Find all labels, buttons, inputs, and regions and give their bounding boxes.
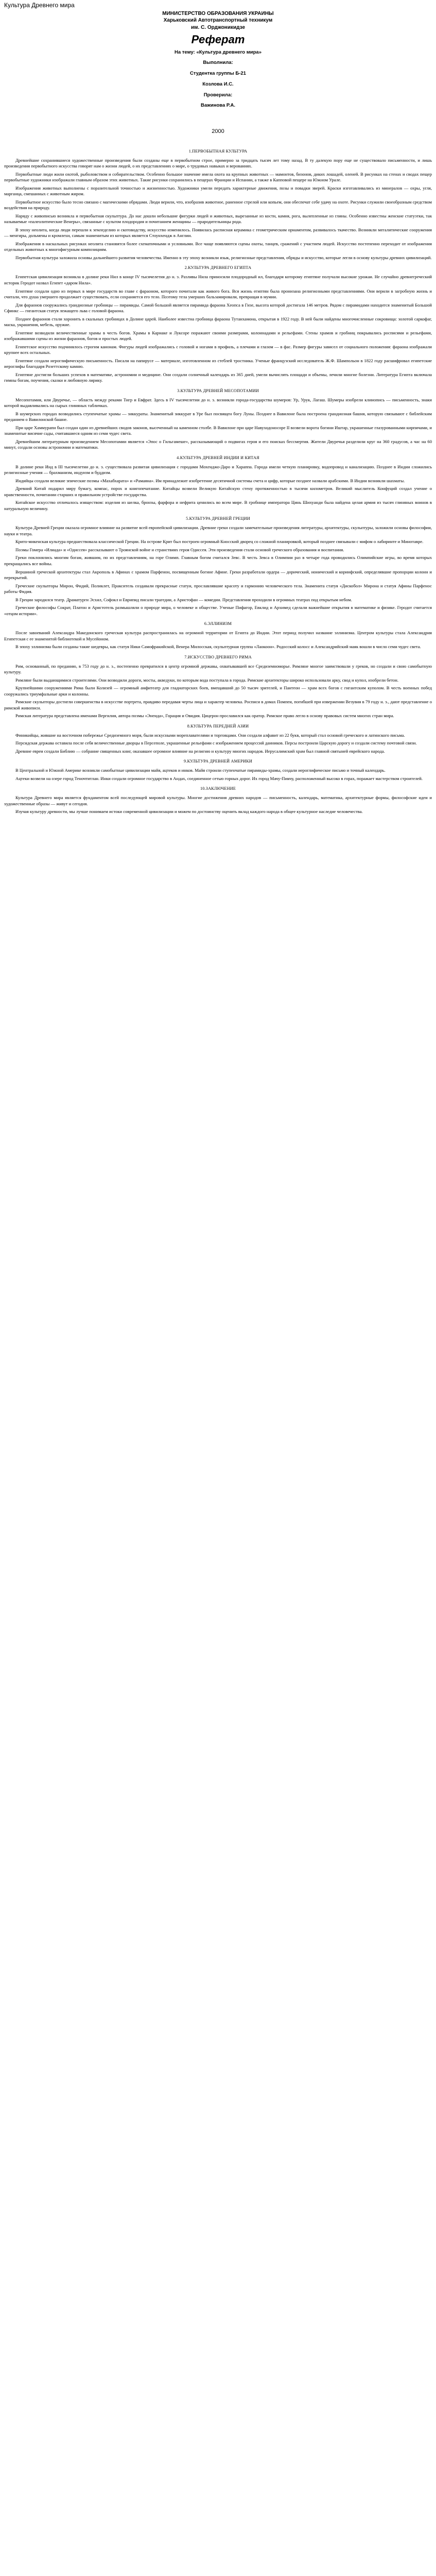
teacher-name: Важинова Р.А. — [201, 103, 235, 109]
paragraph: Египтяне достигли больших успехов в математике, астрономии и медицине. Они создали солнечный календарь из 365 дней, умели вычислять площади и объемы, лечили многие болезни. Литература Египта включала гимны богам, поучения, сказки и любовную лирику. — [4, 371, 432, 383]
performed-label: Выполнила: — [203, 60, 233, 66]
doc-type-title: Реферат — [191, 33, 245, 46]
section — [4, 759, 432, 782]
paragraph: Египетская цивилизация возникла в долине реки Нил в конце IV тысячелетия до н. э. Разливы Нила приносили плодородный ил, благодаря которому египтяне получали высокие урожаи. Не случайно древнегреческий историк Геродот назвал Египет «даром Нила». — [4, 274, 432, 285]
paragraph: Египтяне возводили величественные храмы в честь богов. Храмы в Карнаке и Луксоре поражают своими размерами, колоннадами и рельефами. Стены храмов и гробниц покрывались росписями и рельефами, изображавшими сцены из жизни фараонов, богов и простых людей. — [4, 330, 432, 342]
paragraph: Финикийцы, жившие на восточном побережье Средиземного моря, были искусными мореплавателями и торговцами. Они создали алфавит из 22 букв, который стал основой греческого и латинского письма. — [15, 732, 405, 738]
paragraph: В шумерских городах возводились ступенчатые храмы — зиккураты. Знаменитый зиккурат в Уре был посвящен богу Луны. Позднее в Вавилоне была построена грандиозная башня, которую связывают с библейским преданием о Вавилонской башне. — [4, 411, 432, 422]
section — [4, 149, 432, 261]
paragraph: Месопотамия, или Двуречье, — область между реками Тигр и Евфрат. Здесь в IV тысячелетии до н. э. возникли города-государства шумеров: Ур, Урук, Лагаш. Шумеры изобрели клинопись — письменность, знаки которой выдавливались на сырых глиняных табличках. — [4, 397, 432, 409]
section — [4, 724, 432, 755]
paragraph: Поэмы Гомера «Илиада» и «Одиссея» рассказывают о Троянской войне и странствиях героя Одиссея. Эти произведения стали основой греческого образования и воспитания. — [15, 547, 344, 552]
paragraph: В Греции зародился театр. Драматурги Эсхил, Софокл и Еврипид писали трагедии, а Аристофан — комедии. Представления проходили в огромных театрах под открытым небом. — [15, 597, 352, 602]
document-page — [0, 1, 436, 2576]
section-heading: 2.КУЛЬТУРА ДРЕВНЕГО ЕГИПТА — [184, 265, 252, 270]
section — [4, 388, 432, 451]
paragraph: Изображения животных выполнены с поразительной точностью и жизненностью. Художники умели передать характерные движения, позы и повадки зверей. Краски изготавливались из минералов — охры, угля, марганца, смешанных с животным жиром. — [4, 185, 432, 197]
page-title: Культура Древнего мира — [4, 2, 75, 9]
paragraph: Первобытные люди жили охотой, рыболовством и собирательством. Особенно большое значение имела охота на крупных животных — мамонтов, бизонов, диких лошадей, оленей. В рисунках на стенах и сводах пещер первобытные художники изображали главным образом этих животных. Такие рисунки сохранились в пещерах Франции и Испании, а также в Капповой пещере на Южном Урале. — [4, 171, 432, 183]
section — [4, 786, 432, 815]
paragraph: Первобытное искусство было тесно связано с магическими обрядами. Люди верили, что, изобразив животное, раненное стрелой или копьем, они обеспечат себе удачу на охоте. Рисунки служили своеобразным средством воздействия на природу. — [4, 199, 432, 211]
paragraph: Египтяне создали иероглифическую письменность. Писали на папирусе — материале, изготовленном из стеблей тростника. Ученые французский исследователь Ж.Ф. Шампольон в 1822 году расшифровал египетские иероглифы благодаря Розеттскому камню. — [4, 358, 432, 369]
section — [4, 516, 432, 617]
paragraph: Индийцы создали великие эпические поэмы «Махабхарата» и «Рамаяна». Им принадлежит изобретение десятичной системы счета и цифр, которые позднее назвали арабскими. В Индии возникли шахматы. — [15, 478, 405, 483]
section-heading: 10.ЗАКЛЮЧЕНИЕ — [200, 786, 236, 791]
ministry-line: МИНИСТЕРСТВО ОБРАЗОВАНИЯ УКРАИНЫ — [162, 11, 274, 17]
section — [4, 655, 432, 719]
paragraph: Персидская держава оставила после себя величественные дворцы в Персеполе, украшенные рельефами с изображением процессий данников. Персы построили Царскую дорогу и создали систему почтовой связи. — [15, 740, 417, 746]
paragraph: Крупнейшими сооружениями Рима были Колизей — огромный амфитеатр для гладиаторских боев, вмещавший до 50 тысяч зрителей, и Пантеон — храм всех богов с гигантским куполом. В честь военных побед сооружались триумфальные арки и колонны. — [4, 685, 432, 697]
paragraph: Древние евреи создали Библию — собрание священных книг, оказавшее огромное влияние на религию и культуру многих народов. Иерусалимский храм был главной святыней еврейского народа. — [15, 748, 385, 754]
paragraph: Изучая культуру древности, мы лучше понимаем истоки современной цивилизации и можем по достоинству оценить вклад каждого народа в общее культурное наследие человечества. — [15, 809, 363, 815]
paragraph: Позднее фараонов стали хоронить в скальных гробницах в Долине царей. Наиболее известна гробница фараона Тутанхамона, открытая в 1922 году. В ней были найдены многочисленные сокровища: золотой саркофаг, маска, украшения, мебель, оружие. — [4, 316, 432, 328]
group-line: Студентка группы Б-21 — [190, 71, 246, 77]
section-heading: 4.КУЛЬТУРА ДРЕВНЕЙ ИНДИИ И КИТАЯ — [177, 455, 259, 460]
school-line: Харьковский Автотранспортный техникум — [163, 18, 273, 24]
section-heading: 5.КУЛЬТУРА ДРЕВНЕЙ ГРЕЦИИ — [186, 516, 250, 521]
cover-block — [4, 10, 432, 109]
paragraph: Вершиной греческой архитектуры стал Акрополь в Афинах с храмом Парфенон, посвященным богине Афине. Греки разработали ордера — дорический, ионический и коринфский, определявшие пропорции колонн и перекрытий. — [4, 569, 432, 581]
paragraph: Римская литература представлена именами Вергилия, автора поэмы «Энеида», Горация и Овидия. Цицерон прославился как оратор. Римское право легло в основу правовых систем многих стран мира. — [15, 713, 394, 719]
paragraph: При царе Хаммурапи был создан один из древнейших сводов законов, высеченный на каменном столбе. В Вавилоне при царе Навуходоносоре II возвели ворота богини Иштар, украшенные глазурованными кирпичами, и знаменитые висячие сады, считавшиеся одним из семи чудес света. — [4, 425, 432, 436]
paragraph: Римляне были выдающимися строителями. Они возводили дороги, мосты, акведуки, по которым вода поступала в города. Римские архитекторы широко использовали арку, свод и купол, изобрели бетон. — [15, 677, 398, 683]
paragraph: Греческие философы Сократ, Платон и Аристотель размышляли о природе мира, о человеке и обществе. Ученые Пифагор, Евклид и Архимед сделали важнейшие открытия в математике и физике. Геродот считается «отцом истории». — [4, 605, 432, 616]
section-heading: 6.ЭЛЛИНИЗМ — [204, 621, 232, 626]
year-line: 2000 — [212, 128, 224, 135]
section — [4, 621, 432, 650]
paragraph: Ацтеки возвели на озере город Теночтитлан. Инки создали огромное государство в Андах, соединенное сетью горных дорог. Их город Мачу-Пикчу, расположенный высоко в горах, поражает мастерством строителей. — [15, 775, 423, 781]
paragraph: Китайское искусство отличалось изяществом: изделия из шелка, бронзы, фарфора и нефрита ценились во всем мире. В гробнице императора Цинь Шихуанди была найдена целая армия из тысяч глиняных воинов в натуральную величину. — [4, 500, 432, 511]
section-heading: 3.КУЛЬТУРА ДРЕВНЕЙ МЕСОПОТАМИИ — [177, 388, 259, 393]
paragraph: Египтяне создали одно из первых в мире государств во главе с фараоном, которого почитали как живого бога. Вся жизнь египтян была пронизана религиозными представлениями. Они верили в загробную жизнь и считали, что душа умершего продолжает существовать, если сохраняется его тело. Поэтому тела умерших бальзамировали, превращая в мумии. — [4, 288, 432, 300]
paragraph: В эпоху неолита, когда люди перешли к земледелию и скотоводству, искусство изменилось. Появилась расписная керамика с геометрическим орнаментом, развивалось ткачество. Возникли мегалитические сооружения — менгиры, дольмены и кромлехи, самым знаменитым из которых является Стоунхендж в Англии. — [4, 227, 432, 239]
section — [4, 455, 432, 512]
paragraph: Древнейшим литературным произведением Месопотамии является «Эпос о Гильгамеше», рассказывающий о подвигах героя и его поисках бессмертия. Жители Двуречья разделили круг на 360 градусов, а час на 60 минут, создали основы астрономии и математики. — [4, 438, 432, 450]
school-named-line: им. С. Орджоникидзе — [190, 24, 246, 30]
paragraph: Римские скульпторы достигли совершенства в искусстве портрета, правдиво передавая черты лица и характер человека. Росписи в домах Помпеи, погибшей при извержении Везувия в 79 году н. э., дают представление о римской живописи. — [4, 699, 432, 710]
paragraph: Первобытная культура заложила основы дальнейшего развития человечества. Именно в эту эпоху возникли язык, религиозные представления, обряды и искусство, которые легли в основу культуры древних цивилизаций. — [15, 255, 432, 260]
paragraph: Наряду с живописью возникла и первобытная скульптура. До нас дошли небольшие фигурки людей и животных, вырезанные из кости, камня, рога, вылепленные из глины. Особенно известны женские статуэтки, так называемые «палеолитические Венеры», связанные с культом плодородия и почитанием женщины — прародительницы рода. — [4, 213, 432, 225]
section-heading: 9.КУЛЬТУРА ДРЕВНЕЙ АМЕРИКИ — [184, 759, 252, 764]
paragraph: Древнейшие сохранившиеся художественные произведения были созданы еще в первобытном строе, примерно за тридцать тысяч лет тому назад. В ту далекую пору еще не существовало письменности, и лишь произведения первобытного искусства говорят нам о жизни людей, о их представлениях о мире, о трудовых навыках и верованиях. — [4, 157, 432, 169]
paragraph: В долине реки Инд в III тысячелетии до н. э. существовала развитая цивилизация с городами Мохенджо-Даро и Хараппа. Города имели четкую планировку, водопровод и канализацию. Позднее в Индии сложились религиозные учения — брахманизм, индуизм и буддизм. — [4, 464, 432, 476]
paragraph: Культура Древней Греции оказала огромное влияние на развитие всей европейской цивилизации. Древние греки создали замечательные произведения литературы, архитектуры, скульптуры, заложили основы философии, науки и театра. — [4, 525, 432, 536]
section-heading: 1.ПЕРВОБЫТНАЯ КУЛЬТУРА — [188, 148, 248, 154]
paragraph: Греки поклонялись многим богам, жившим, по их представлениям, на горе Олимп. Главным богом считался Зевс. В честь Зевса в Олимпии раз в четыре года проводились Олимпийские игры, во время которых прекращались все войны. — [4, 555, 432, 566]
paragraph: В Центральной и Южной Америке возникли самобытные цивилизации майя, ацтеков и инков. Майя строили ступенчатые пирамиды-храмы, создали иероглифическое письмо и точный календарь. — [15, 768, 386, 773]
paragraph: В эпоху эллинизма были созданы такие шедевры, как статуя Ники Самофракийской, Венера Милосская, скульптурная группа «Лаокоон». Родосский колосс и Александрийский маяк вошли в число семи чудес света. — [15, 644, 421, 650]
paragraph: Египетское искусство подчинялось строгим канонам. Фигуры людей изображались с головой и ногами в профиль, а плечами и глазом — в фас. Размер фигуры зависел от социального положения: фараона изображали крупнее всех остальных. — [4, 344, 432, 355]
paragraph: После завоеваний Александра Македонского греческая культура распространилась на огромной территории от Египта до Индии. Этот период получил название эллинизма. Центром культуры стала Александрия Египетская с ее знаменитой библиотекой и Мусейоном. — [4, 630, 432, 641]
checked-label: Проверила: — [203, 92, 233, 98]
paragraph: Изображения в наскальных рисунках неолита становятся более схематичными и условными. Все чаще появляются сцены охоты, танцев, сражений с участием людей. Искусство постепенно переходит от изображения отдельных животных к многофигурным композициям. — [4, 241, 432, 252]
topic-line: На тему: «Культура древнего мира» — [174, 49, 261, 55]
paragraph: Для фараонов сооружались грандиозные гробницы — пирамиды. Самой большой является пирамида фараона Хеопса в Гизе, высота которой достигала 146 метров. Рядом с пирамидами находится знаменитый Большой Сфинкс — гигантская статуя лежащего льва с головой фараона. — [4, 302, 432, 314]
document-body — [4, 149, 432, 815]
paragraph: Крито-микенская культура предшествовала классической Греции. На острове Крит был построен огромный Кносский дворец со сложной планировкой, который позднее связывали с мифом о лабиринте и Минотавре. — [15, 539, 424, 545]
student-name: Козлова И.С. — [202, 81, 234, 87]
paragraph: Рим, основанный, по преданию, в 753 году до н. э., постепенно превратился в центр огромной державы, охватывавшей все Средиземноморье. Римляне многое заимствовали у греков, но создали и свою самобытную культуру. — [4, 663, 432, 675]
paragraph: Культура Древнего мира является фундаментом всей последующей мировой культуры. Многие достижения древних народов — письменность, календарь, математика, архитектурные формы, философские идеи и художественные образы — живут и сегодня. — [4, 795, 432, 806]
section — [4, 265, 432, 383]
section-heading: 7.ИСКУССТВО ДРЕВНЕГО РИМА — [184, 654, 252, 659]
paragraph: Древний Китай подарил миру бумагу, компас, порох и книгопечатание. Китайцы возвели Великую Китайскую стену протяженностью в тысячи километров. Великий мыслитель Конфуций создал учение о нравственности, почитании старших и правильном устройстве государства. — [4, 486, 432, 497]
section-heading: 8.КУЛЬТУРА ПЕРЕДНЕЙ АЗИИ — [187, 723, 249, 728]
paragraph: Греческие скульпторы Мирон, Фидий, Поликлет, Пракситель создавали прекрасные статуи, прославлявшие красоту и гармонию человеческого тела. Знаменита статуя «Дискобол» Мирона и статуя Афины Парфенос работы Фидия. — [4, 583, 432, 595]
